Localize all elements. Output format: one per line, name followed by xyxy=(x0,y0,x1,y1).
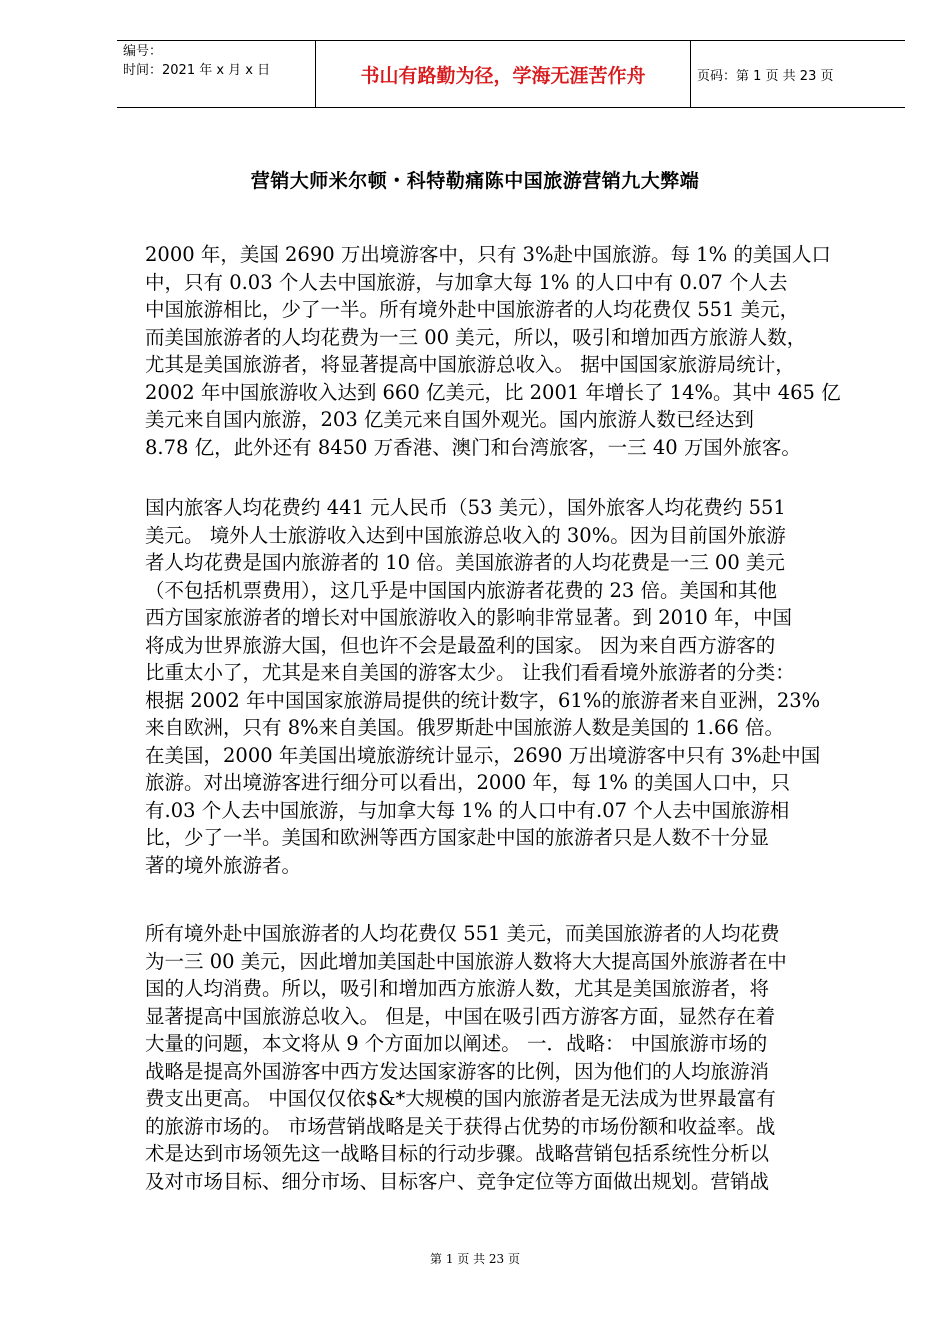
text-line: 显著提高中国旅游总收入。 但是，中国在吸引西方游客方面，显然存在着 xyxy=(145,1004,776,1028)
text-line: 及对市场目标、细分市场、目标客户、竞争定位等方面做出规划。营销战 xyxy=(145,1169,770,1193)
text-line: 国内旅客人均花费约 441 元人民币（53 美元），国外旅客人均花费约 551 xyxy=(145,496,786,519)
text-line: 者人均花费是国内旅游者的 10 倍。美国旅游者的人均花费是一三 00 美元 xyxy=(145,551,785,574)
text-line: 2002 年中国旅游收入达到 660 亿美元，比 2001 年增长了 14%。其中 465 亿 xyxy=(145,380,841,404)
text-line: 费支出更高。 中国仅仅依$&*大规模的国内旅游者是无法成为世界最富有 xyxy=(145,1087,776,1110)
page-header xyxy=(117,40,905,108)
code-label: 编号： xyxy=(123,44,163,59)
text-line: （不包括机票费用），这几乎是中国国内旅游者花费的 23 倍。美国和其他 xyxy=(145,578,777,602)
text-line: 为一三 00 美元，因此增加美国赴中国旅游人数将大大提高国外旅游者在中 xyxy=(145,949,787,973)
page-footer: 第 1 页 共 23 页 xyxy=(430,1252,520,1266)
text-line: 战略是提高外国游客中西方发达国家游客的比例，因为他们的人均旅游消 xyxy=(145,1059,770,1083)
text-line: 比，少了一半。美国和欧洲等西方国家赴中国的旅游者只是人数不十分显 xyxy=(145,826,770,849)
text-line: 8.78 亿，此外还有 8450 万香港、澳门和台湾旅客，一三 40 万国外旅客。 xyxy=(145,435,801,459)
text-line: 中国旅游相比，少了一半。所有境外赴中国旅游者的人均花费仅 551 美元， xyxy=(145,298,800,321)
header-page-info: 页码：第 1 页 共 23 页 xyxy=(697,68,834,84)
text-line: 尤其是美国旅游者，将显著提高中国旅游总收入。 据中国国家旅游局统计， xyxy=(145,353,795,376)
text-line: 国的人均消费。所以，吸引和增加西方旅游人数，尤其是美国旅游者，将 xyxy=(145,977,770,1000)
text-line: 所有境外赴中国旅游者的人均花费仅 551 美元，而美国旅游者的人均花费 xyxy=(145,922,780,945)
text-line: 来自欧洲，只有 8%来自美国。俄罗斯赴中国旅游人数是美国的 1.66 倍。 xyxy=(145,716,784,739)
text-line: 有.03 个人去中国旅游，与加拿大每 1% 的人口中有.07 个人去中国旅游相 xyxy=(145,798,790,822)
text-line: 2000 年，美国 2690 万出境游客中，只有 3%赴中国旅游。每 1% 的美国人口 xyxy=(145,243,831,266)
paragraph-1 xyxy=(145,241,885,461)
text-line: 将成为世界旅游大国，但也许不会是最盈利的国家。 因为来自西方游客的 xyxy=(145,633,776,657)
text-line: 大量的问题，本文将从 9 个方面加以阐述。 一．战略： 中国旅游市场的 xyxy=(145,1032,768,1055)
text-line: 比重太小了，尤其是来自美国的游客太少。 让我们看看境外旅游者的分类： xyxy=(145,661,795,684)
time-label: 时间：2021 年 x 月 x 日 xyxy=(123,63,271,78)
text-line: 而美国旅游者的人均花费为一三 00 美元，所以，吸引和增加西方旅游人数， xyxy=(145,325,807,349)
text-line: 根据 2002 年中国国家旅游局提供的统计数字，61%的旅游者来自亚洲，23% xyxy=(145,688,821,712)
doc-meta xyxy=(117,41,315,107)
text-line: 著的境外旅游者。 xyxy=(145,853,302,877)
header-motto: 书山有路勤为径，学海无涯苦作舟 xyxy=(360,64,646,87)
text-line: 美元来自国内旅游，203 亿美元来自国外观光。国内旅游人数已经达到 xyxy=(145,408,754,431)
text-line: 西方国家旅游者的增长对中国旅游收入的影响非常显著。到 2010 年，中国 xyxy=(145,606,793,629)
text-line: 中，只有 0.03 个人去中国旅游，与加拿大每 1% 的人口中有 0.07 个人去 xyxy=(145,270,788,294)
paragraph-2 xyxy=(145,494,885,879)
paragraph-3 xyxy=(145,920,885,1195)
document-title: 营销大师米尔顿・科特勒痛陈中国旅游营销九大弊端 xyxy=(250,170,700,192)
text-line: 术是达到市场领先这一战略目标的行动步骤。战略营销包括系统性分析以 xyxy=(145,1142,770,1165)
text-line: 在美国，2000 年美国出境旅游统计显示，2690 万出境游客中只有 3%赴中国 xyxy=(145,743,821,767)
text-line: 的旅游市场的。 市场营销战略是关于获得占优势的市场份额和收益率。战 xyxy=(145,1114,776,1138)
text-line: 旅游。对出境游客进行细分可以看出，2000 年，每 1% 的美国人口中，只 xyxy=(145,771,791,794)
text-line: 美元。 境外人士旅游收入达到中国旅游总收入的 30%。因为目前国外旅游 xyxy=(145,523,786,547)
